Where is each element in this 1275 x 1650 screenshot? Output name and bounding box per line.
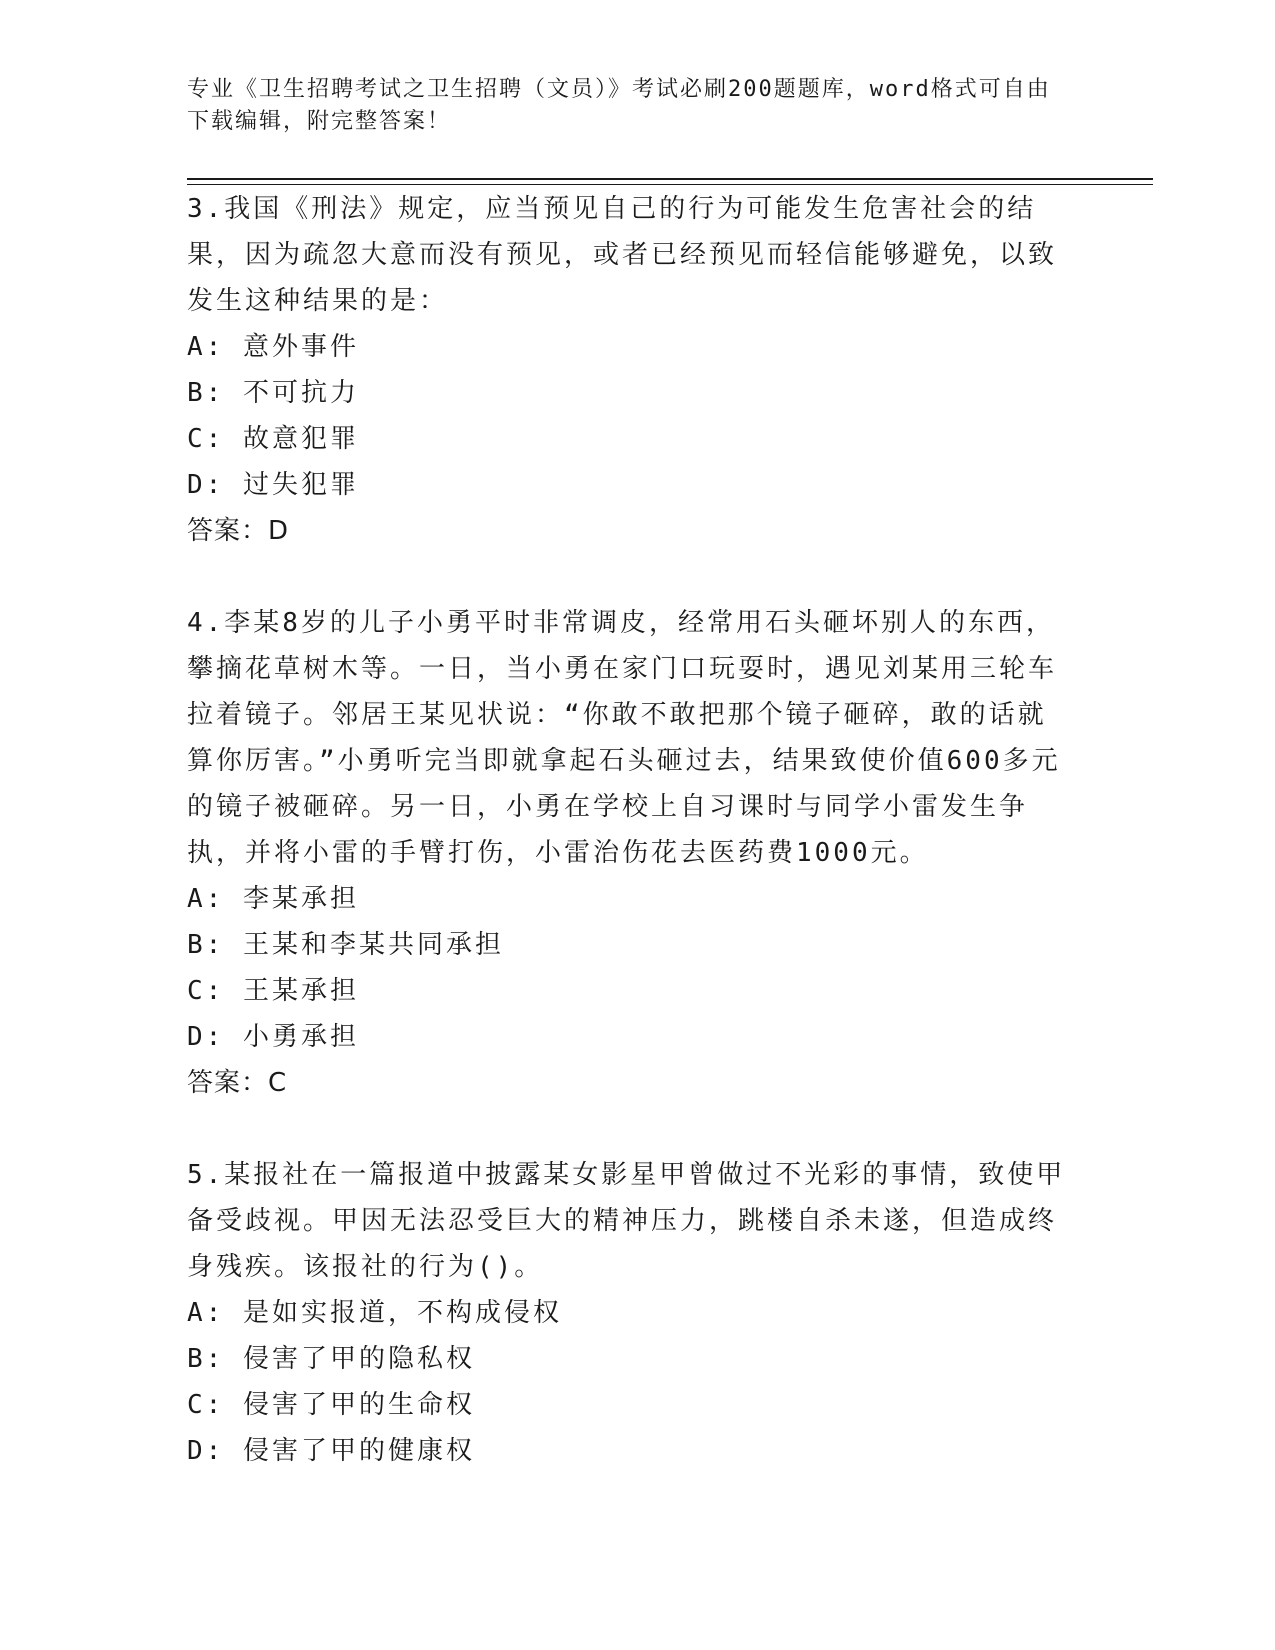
question-4 [187, 600, 1067, 1106]
question-text: 4.李某8岁的儿子小勇平时非常调皮，经常用石头砸坏别人的东西，攀摘花草树木等。一日，当小勇在家门口玩耍时，遇见刘某用三轮车拉着镜子。邻居王某见状说：“你敢不敢把那个镜子砸碎，敢的话就算你厉害。”小勇听完当即就拿起石头砸过去，结果致使价值600多元的镜子被砸碎。另一日，小勇在学校上自习课时与同学小雷发生争执，并将小雷的手臂打伤，小雷治伤花去医药费1000元。 [187, 608, 1061, 868]
option-a: A: 意外事件 [187, 332, 359, 362]
header-rule-thick [187, 178, 1153, 180]
header-rule-thin [187, 184, 1153, 185]
option-d: D: 过失犯罪 [187, 470, 359, 500]
option-c: C: 侵害了甲的生命权 [187, 1390, 475, 1420]
option-b: B: 不可抗力 [187, 378, 359, 408]
question-text: 5.某报社在一篇报道中披露某女影星甲曾做过不光彩的事情，致使甲备受歧视。甲因无法忍受巨大的精神压力，跳楼自杀未遂，但造成终身残疾。该报社的行为()。 [187, 1160, 1066, 1282]
answer-line: 答案：D [187, 516, 290, 546]
question-5 [187, 1152, 1067, 1474]
document-header [187, 74, 1067, 138]
option-c: C: 故意犯罪 [187, 424, 359, 454]
option-d: D: 小勇承担 [187, 1022, 359, 1052]
answer-line: 答案：C [187, 1068, 288, 1098]
question-text: 3.我国《刑法》规定，应当预见自己的行为可能发生危害社会的结果，因为疏忽大意而没有预见，或者已经预见而轻信能够避免，以致发生这种结果的是： [187, 194, 1058, 316]
question-list [187, 186, 1067, 1474]
question-spacer [187, 554, 1067, 600]
option-d: D: 侵害了甲的健康权 [187, 1436, 475, 1466]
option-a: A: 是如实报道，不构成侵权 [187, 1298, 562, 1328]
question-spacer [187, 1106, 1067, 1152]
option-b: B: 王某和李某共同承担 [187, 930, 504, 960]
header-text: 专业《卫生招聘考试之卫生招聘（文员）》考试必刷200题题库，word格式可自由下载编辑，附完整答案！ [187, 77, 1051, 134]
option-b: B: 侵害了甲的隐私权 [187, 1344, 475, 1374]
question-3 [187, 186, 1067, 554]
option-a: A: 李某承担 [187, 884, 359, 914]
option-c: C: 王某承担 [187, 976, 359, 1006]
